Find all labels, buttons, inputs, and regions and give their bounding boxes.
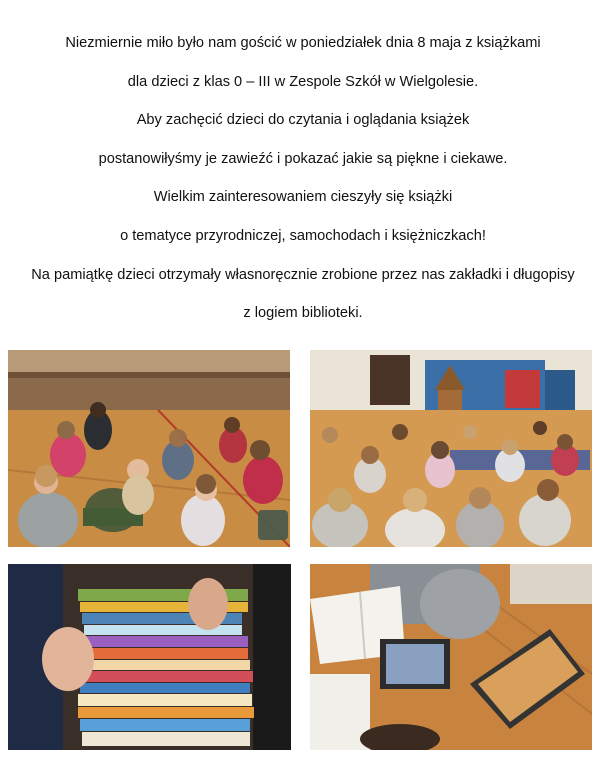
photo-children-watching-stage (310, 350, 592, 547)
article-line: Wielkim zainteresowaniem cieszyły się książki (153, 189, 453, 206)
photo-books-in-box (8, 564, 291, 750)
article-line: Niezmiernie miło było nam gościć w poniedziałek dnia 8 maja z książkami (65, 35, 541, 51)
photo-children-in-gym (8, 350, 290, 547)
article-text (0, 34, 606, 322)
article-line: dla dzieci z klas 0 – III w Zespole Szkół w Wielgolesie. (127, 73, 479, 90)
article-line: postanowiłyśmy je zawieźć i pokazać jakie są piękne i ciekawe. (98, 150, 508, 167)
article-line: Aby zachęcić dzieci do czytania i oglądania książek (136, 112, 470, 129)
article-line: o tematyce przyrodniczej, samochodach i księżniczkach! (120, 227, 486, 244)
photo-child-reading-book (310, 564, 592, 750)
article-line: Na pamiątkę dzieci otrzymały własnoręcznie zrobione przez nas zakładki i długopisy (31, 266, 575, 283)
article-line: z logiem biblioteki. (243, 305, 363, 322)
